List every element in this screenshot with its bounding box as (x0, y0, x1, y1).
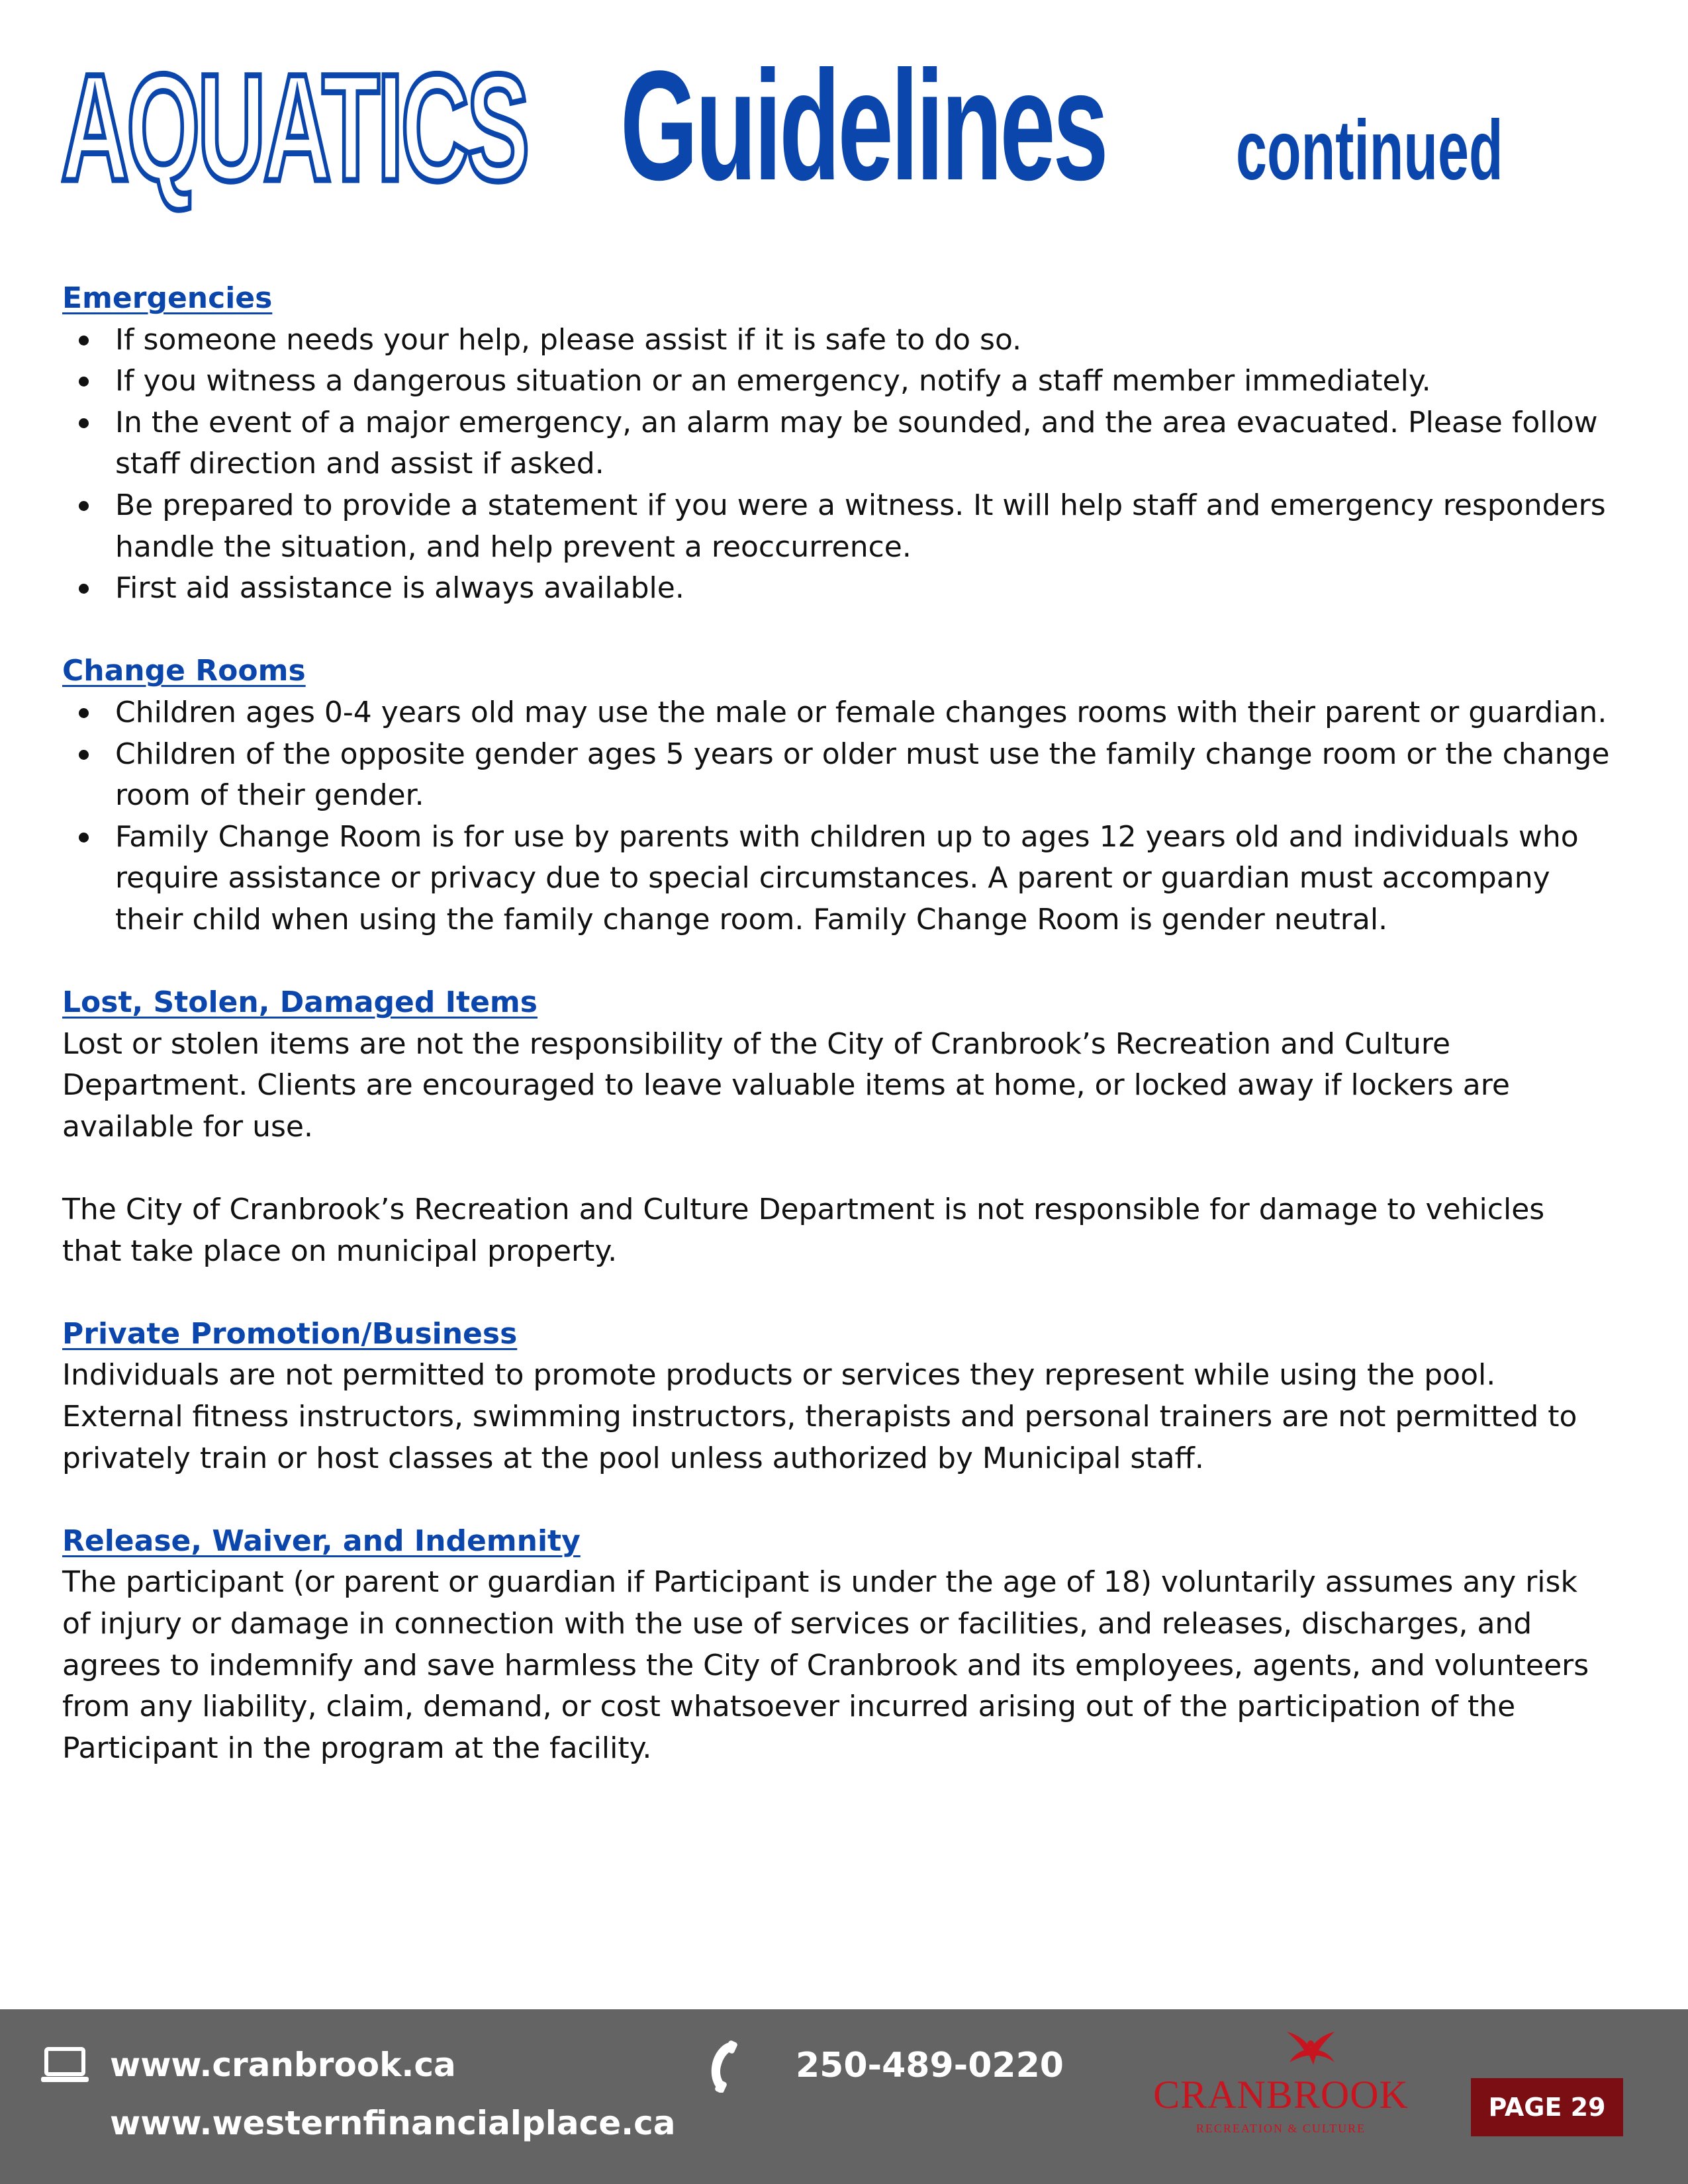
section-release-waiver (62, 1521, 1611, 1770)
section-emergencies (62, 278, 1611, 610)
bullet-list (62, 692, 1611, 941)
title-outline-word: AQUATICS (61, 42, 528, 212)
title-suffix-word: continued (1236, 103, 1503, 198)
phone-icon (703, 2040, 743, 2093)
monitor-icon (41, 2046, 89, 2086)
list-item: First aid assistance is always available. (62, 568, 1611, 610)
bullet-list (62, 320, 1611, 610)
section-heading: Lost, Stolen, Damaged Items (62, 985, 538, 1020)
list-item: If you witness a dangerous situation or an emergency, notify a staff member immediately. (62, 361, 1611, 402)
paragraph: Individuals are not permitted to promote products or services they represent while using the pool. External fitness instructors, swimming instructors, therapists and personal trainers are not permitted to privately train or host classes at the pool unless authorized by Municipal staff. (62, 1358, 1577, 1475)
list-item: Family Change Room is for use by parents with children up to ages 12 years old and individuals who require assistance or privacy due to special circumstances. A parent or guardian must accompany their child when using the family change room. Family Change Room is gender neutral. (62, 817, 1611, 941)
list-item: In the event of a major emergency, an alarm may be sounded, and the area evacuated. Please follow staff direction and assist if asked. (62, 402, 1611, 485)
paragraph: The City of Cranbrook’s Recreation and Culture Department is not responsible for damage to vehicles that take place on municipal property. (62, 1193, 1545, 1268)
section-heading: Emergencies (62, 281, 273, 315)
website-link-westernfinancialplace[interactable]: www.westernfinancialplace.ca (110, 2104, 676, 2142)
eagle-icon (1284, 2025, 1337, 2071)
page-number-badge: PAGE 29 (1471, 2078, 1623, 2136)
paragraph: Lost or stolen items are not the responsibility of the City of Cranbrook’s Recreation and Culture Department. Clients are encouraged to leave valuable items at home, or locked away if lockers are available for use. (62, 1026, 1510, 1144)
section-heading: Release, Waiver, and Indemnity (62, 1524, 581, 1558)
section-heading: Private Promotion/Business (62, 1316, 518, 1351)
title-main-word: Guidelines (620, 38, 1106, 213)
list-item: Be prepared to provide a statement if you were a witness. It will help staff and emergency responders handle the situation, and help prevent a reoccurrence. (62, 485, 1611, 568)
website-link-cranbrook[interactable]: www.cranbrook.ca (110, 2046, 456, 2084)
phone-number[interactable]: 250-489-0220 (796, 2046, 1064, 2085)
cranbrook-logo (1152, 2025, 1410, 2164)
section-private-promotion (62, 1314, 1611, 1479)
guidelines-content (62, 278, 1611, 1811)
footer-bar (0, 2009, 1688, 2184)
logo-wordmark: CRANBROOK (1153, 2073, 1409, 2116)
section-heading: Change Rooms (62, 654, 306, 688)
page-title (61, 38, 1641, 213)
list-item: If someone needs your help, please assist if it is safe to do so. (62, 320, 1611, 361)
section-change-rooms (62, 651, 1611, 940)
logo-tagline: RECREATION & CULTURE (1196, 2122, 1366, 2135)
paragraph: The participant (or parent or guardian if Participant is under the age of 18) voluntarily assumes any risk of injury or damage in connection with the use of services or facilities, and releases, discharges, and agrees to indemnify and save harmless the City of Cranbrook and its employees, agents, and volunteers from any liability, claim, demand, or cost whatsoever incurred arising out of the participation of the Participant in the program at the facility. (62, 1565, 1589, 1765)
list-item: Children of the opposite gender ages 5 years or older must use the family change room or the change room of their gender. (62, 734, 1611, 817)
list-item: Children ages 0-4 years old may use the male or female changes rooms with their parent or guardian. (62, 692, 1611, 734)
section-lost-items (62, 982, 1611, 1272)
